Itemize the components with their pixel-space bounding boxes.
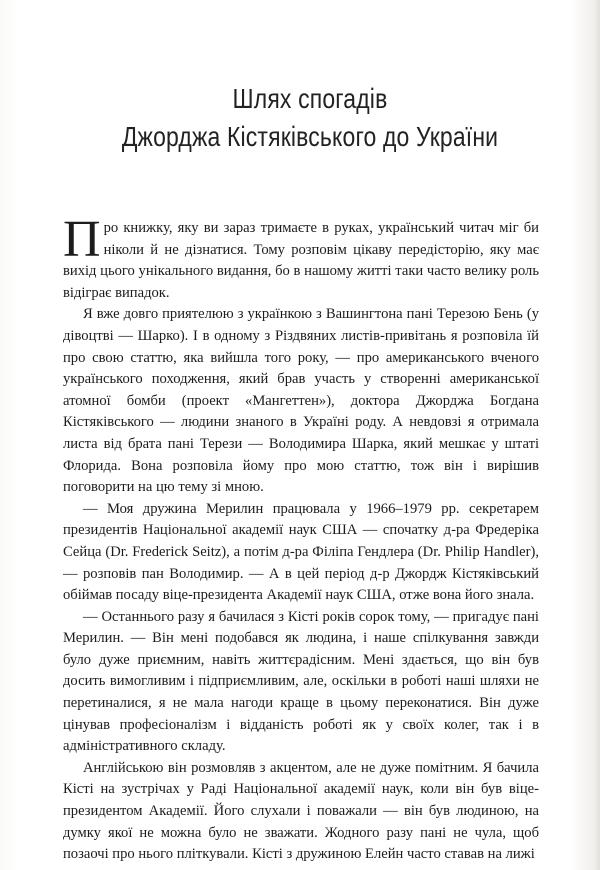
paragraph-2: Я вже довго приятелюю з українкою з Вашингтона пані Терезою Бень (у дівоцтві — Шарко). І в одному з Різдвяних листів-привітань я розповіла їй про свою статтю, яка вийшла того року, — про американського вченого українського походження, який брав участь у створенні американської атомної бомби (проект «Мангеттен»), доктора Джорджа Богдана Кістяківського — людини знаного в Україні роду. А невдовзі я отримала листа від брата пані Терези — Володимира Шарка, який мешкає у штаті Флорида. Вона розповіла йому про мою статтю, тож він і вирішив поговорити на цю тему зі мною.: [63, 306, 539, 496]
chapter-title-line-2: Джорджа Кістяківського до України: [121, 121, 499, 152]
chapter-title: [105, 80, 515, 156]
chapter-title-line-1: Шлях спогадів: [232, 83, 388, 114]
paragraph-3: — Моя дружина Мерилин працювала у 1966–1979 рр. секретарем президентів Національної академії наук США — спочатку д-ра Фредеріка Сейца (Dr. Frederick Seitz), а потім д-ра Філіпа Гендлера (Dr. Philip Handler), — розповів пан Володимир. — А в цей період д-р Джордж Кістяківський обіймав посаду віце-президента Академії наук США, отже вона його знала.: [63, 500, 539, 604]
paragraph-4: — Останнього разу я бачилася з Кісті років сорок тому, — пригадує пані Мерилин. — Він мені подобався як людина, і наше спілкування завжди було дуже приємним, навіть життєрадісним. Мені здається, що він був досить вимогливим і підприємливим, але, оскільки в роботі наші шляхи не перетиналися, я не мала нагоди краще в цьому переконатися. Він дуже цінував професіоналізм і відданість роботі як у своїх колег, так і в адміністративного складу.: [63, 608, 539, 755]
paragraph-1: [63, 211, 539, 304]
paragraph-5: Англійською він розмовляв з акцентом, але не дуже помітним. Я бачила Кісті на зустрічах у Раді Національної академії наук, коли він був віце-президентом Академії. Його слухали і поважали — він був людиною, на думку якої не можна було не зважати. Жодного разу пані не чула, щоб позаочі про нього пліткували. Кісті з дружиною Елейн часто ставав на лижі: [63, 759, 539, 863]
paragraph-1-text: ро книжку, яку ви зараз тримаєте в руках, український читач міг би ніколи й не дізнатися. Тому розповім цікаву передісторію, яку має вихід цього унікального видання, бо в нашому житті таки часто велику роль відіграє випадок.: [63, 220, 539, 301]
chapter-body: [63, 211, 539, 866]
drop-cap: П: [63, 211, 101, 268]
